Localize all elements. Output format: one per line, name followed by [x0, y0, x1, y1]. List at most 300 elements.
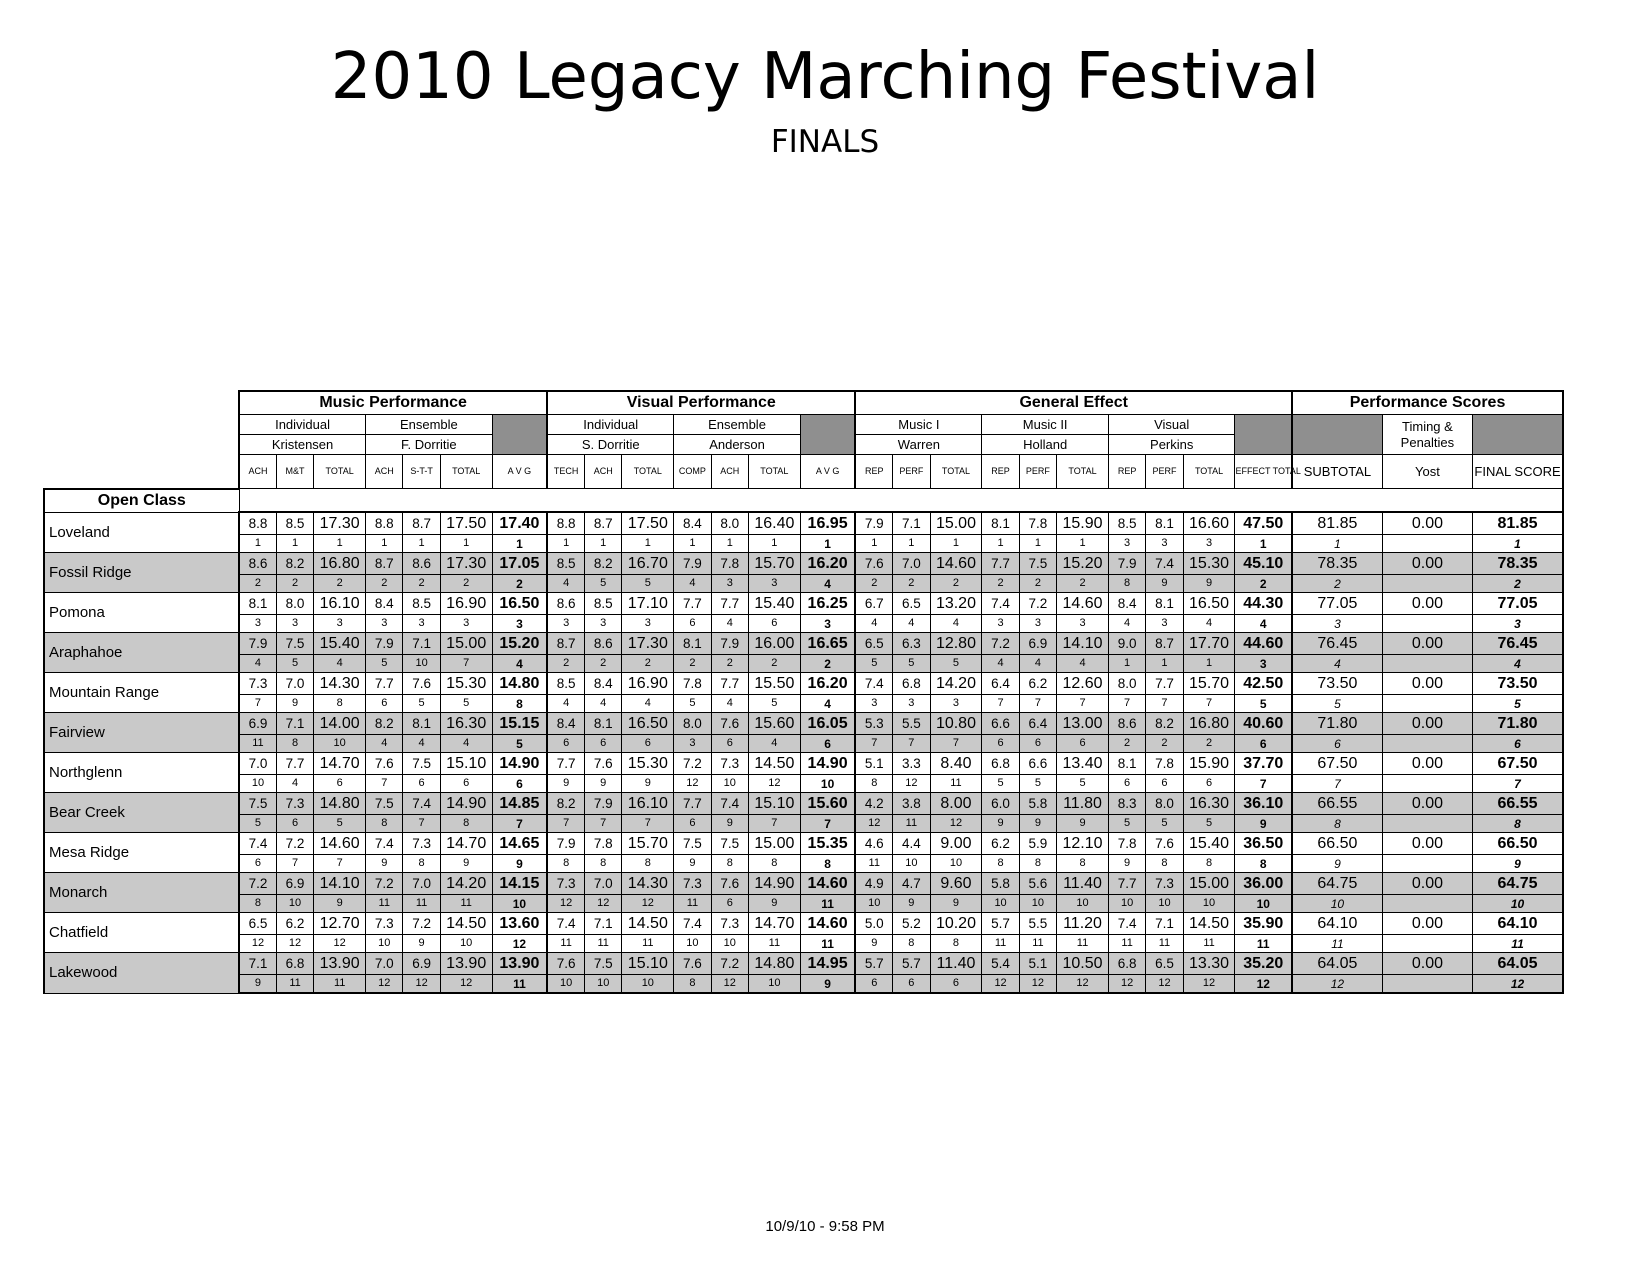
- score-cell: 7.1: [585, 913, 622, 935]
- rank-cell: 12: [748, 775, 800, 793]
- score-cell: 7.7: [1108, 873, 1145, 895]
- rank-cell: 7: [1473, 775, 1563, 793]
- score-cell: 4.4: [893, 833, 930, 855]
- score-cell: 6.9: [403, 953, 440, 975]
- score-cell: 8.0: [1146, 793, 1183, 815]
- score-cell: 14.60: [800, 913, 855, 935]
- rank-cell: 9: [492, 855, 547, 873]
- score-cell: 6.8: [893, 673, 930, 695]
- rank-cell: 4: [674, 575, 711, 593]
- band-name: Lakewood: [44, 953, 239, 994]
- score-cell: 16.80: [314, 553, 366, 575]
- score-cell: 5.7: [982, 913, 1019, 935]
- score-cell: 81.85: [1292, 512, 1382, 535]
- rank-cell: 2: [674, 655, 711, 673]
- rank-cell: [1382, 575, 1472, 593]
- score-cell: 15.60: [748, 713, 800, 735]
- rank-cell: 2: [1108, 735, 1145, 753]
- rank-cell: 9: [1183, 575, 1235, 593]
- score-cell: 7.2: [276, 833, 313, 855]
- score-cell: 7.8: [711, 553, 748, 575]
- rank-cell: 10: [622, 975, 674, 994]
- rank-cell: 12: [492, 935, 547, 953]
- rank-cell: 11: [1019, 935, 1056, 953]
- score-cell: 8.4: [547, 713, 584, 735]
- rank-cell: 7: [1108, 695, 1145, 713]
- score-cell: 8.2: [1146, 713, 1183, 735]
- score-cell: 7.5: [711, 833, 748, 855]
- score-cell: 16.50: [622, 713, 674, 735]
- score-cell: 7.9: [585, 793, 622, 815]
- timing-penalties-label: Timing & Penalties: [1382, 415, 1472, 455]
- score-cell: 40.60: [1235, 713, 1292, 735]
- rank-cell: 6: [276, 815, 313, 833]
- music-avg-header-fill: [492, 415, 547, 455]
- band-rank-row: [44, 655, 1563, 673]
- rank-cell: 12: [314, 935, 366, 953]
- score-cell: 15.35: [800, 833, 855, 855]
- score-cell: 14.90: [492, 753, 547, 775]
- rank-cell: 10: [855, 895, 892, 913]
- band-rank-row: [44, 735, 1563, 753]
- score-cell: 15.15: [492, 713, 547, 735]
- score-cell: 7.3: [674, 873, 711, 895]
- score-cell: 5.9: [1019, 833, 1056, 855]
- score-cell: 8.8: [547, 512, 584, 535]
- score-cell: 15.40: [1183, 833, 1235, 855]
- score-cell: 7.2: [403, 913, 440, 935]
- rank-cell: 7: [1183, 695, 1235, 713]
- score-cell: 5.4: [982, 953, 1019, 975]
- rank-cell: 1: [800, 535, 855, 553]
- score-cell: 7.9: [855, 512, 892, 535]
- score-cell: 0.00: [1382, 593, 1472, 615]
- score-cell: 12.60: [1057, 673, 1109, 695]
- rank-cell: 8: [893, 935, 930, 953]
- score-cell: 16.90: [622, 673, 674, 695]
- rank-cell: 11: [622, 935, 674, 953]
- rank-cell: 1: [622, 535, 674, 553]
- score-cell: 5.0: [855, 913, 892, 935]
- rank-cell: 6: [366, 695, 403, 713]
- rank-cell: 3: [239, 615, 276, 633]
- score-cell: 6.4: [1019, 713, 1056, 735]
- score-cell: 5.1: [855, 753, 892, 775]
- rank-cell: 9: [1108, 855, 1145, 873]
- rank-cell: 11: [314, 975, 366, 994]
- rank-cell: 4: [748, 735, 800, 753]
- score-cell: 8.2: [547, 793, 584, 815]
- score-cell: 11.40: [930, 953, 982, 975]
- rank-cell: [1382, 975, 1472, 994]
- score-cell: 16.05: [800, 713, 855, 735]
- rank-cell: 11: [855, 855, 892, 873]
- score-cell: 15.20: [492, 633, 547, 655]
- rank-cell: 4: [1235, 615, 1292, 633]
- judge-perkins: Perkins: [1108, 435, 1235, 455]
- judge-warren: Warren: [855, 435, 982, 455]
- score-cell: 17.10: [622, 593, 674, 615]
- rank-cell: [1382, 655, 1472, 673]
- rank-cell: 3: [1108, 535, 1145, 553]
- rank-cell: 5: [748, 695, 800, 713]
- rank-cell: [1382, 615, 1472, 633]
- rank-cell: 3: [585, 615, 622, 633]
- rank-cell: 2: [239, 575, 276, 593]
- score-cell: 0.00: [1382, 713, 1472, 735]
- subtotal-header-fill: [1292, 415, 1382, 455]
- rank-cell: 8: [930, 935, 982, 953]
- score-cell: 17.50: [622, 512, 674, 535]
- score-cell: 15.60: [800, 793, 855, 815]
- rank-cell: 10: [403, 655, 440, 673]
- rank-cell: 1: [711, 535, 748, 553]
- rank-cell: 11: [547, 935, 584, 953]
- rank-cell: 4: [1473, 655, 1563, 673]
- judge-anderson: Anderson: [674, 435, 801, 455]
- score-cell: 4.2: [855, 793, 892, 815]
- score-cell: 6.4: [982, 673, 1019, 695]
- score-cell: 37.70: [1235, 753, 1292, 775]
- rank-cell: 3: [492, 615, 547, 633]
- score-cell: 71.80: [1292, 713, 1382, 735]
- caption-ach: ACH: [239, 455, 276, 489]
- score-cell: 7.2: [239, 873, 276, 895]
- caption-perf: PERF: [893, 455, 930, 489]
- rank-cell: 1: [403, 535, 440, 553]
- caption-total: TOTAL: [1183, 455, 1235, 489]
- score-cell: 7.1: [276, 713, 313, 735]
- score-cell: 11.20: [1057, 913, 1109, 935]
- score-cell: 0.00: [1382, 633, 1472, 655]
- caption-ach: ACH: [366, 455, 403, 489]
- rank-cell: 12: [440, 975, 492, 994]
- score-cell: 8.8: [239, 512, 276, 535]
- rank-cell: 11: [1473, 935, 1563, 953]
- score-cell: 7.9: [674, 553, 711, 575]
- score-cell: 17.30: [440, 553, 492, 575]
- score-cell: 7.2: [674, 753, 711, 775]
- band-score-row: [44, 713, 1563, 735]
- score-cell: 7.8: [1019, 512, 1056, 535]
- score-cell: 16.25: [800, 593, 855, 615]
- score-cell: 8.6: [403, 553, 440, 575]
- rank-cell: 4: [547, 575, 584, 593]
- score-cell: 15.40: [314, 633, 366, 655]
- rank-cell: 4: [622, 695, 674, 713]
- score-cell: 7.8: [1146, 753, 1183, 775]
- rank-cell: 8: [674, 975, 711, 994]
- rank-cell: 3: [314, 615, 366, 633]
- rank-cell: 1: [930, 535, 982, 553]
- rank-cell: 10: [1146, 895, 1183, 913]
- score-cell: 8.2: [276, 553, 313, 575]
- score-cell: 14.30: [314, 673, 366, 695]
- caption-s-t-t: S-T-T: [403, 455, 440, 489]
- rank-cell: 6: [440, 775, 492, 793]
- score-cell: 16.50: [1183, 593, 1235, 615]
- rank-cell: 5: [1292, 695, 1382, 713]
- rank-cell: 12: [1292, 975, 1382, 994]
- score-cell: 11.40: [1057, 873, 1109, 895]
- rank-cell: 6: [585, 735, 622, 753]
- rank-cell: 1: [674, 535, 711, 553]
- score-cell: 8.0: [1108, 673, 1145, 695]
- score-cell: 0.00: [1382, 913, 1472, 935]
- group-general-effect: General Effect: [855, 391, 1292, 415]
- score-cell: 6.6: [982, 713, 1019, 735]
- rank-cell: 2: [748, 655, 800, 673]
- rank-cell: 6: [1292, 735, 1382, 753]
- score-cell: 7.4: [403, 793, 440, 815]
- rank-cell: 11: [893, 815, 930, 833]
- rank-cell: 7: [1146, 695, 1183, 713]
- score-cell: 7.5: [585, 953, 622, 975]
- page-title: 2010 Legacy Marching Festival: [330, 40, 1320, 114]
- score-cell: 7.3: [547, 873, 584, 895]
- score-cell: 9.60: [930, 873, 982, 895]
- rank-cell: 8: [366, 815, 403, 833]
- rank-cell: 2: [440, 575, 492, 593]
- score-cell: 8.0: [711, 512, 748, 535]
- band-rank-row: [44, 935, 1563, 953]
- rank-cell: 3: [982, 615, 1019, 633]
- score-cell: 14.10: [1057, 633, 1109, 655]
- band-score-row: [44, 873, 1563, 895]
- score-cell: 64.10: [1473, 913, 1563, 935]
- rank-cell: 10: [1019, 895, 1056, 913]
- score-cell: 16.20: [800, 553, 855, 575]
- score-cell: 17.50: [440, 512, 492, 535]
- score-cell: 8.8: [366, 512, 403, 535]
- score-cell: 15.50: [748, 673, 800, 695]
- score-cell: 7.5: [276, 633, 313, 655]
- rank-cell: 11: [1057, 935, 1109, 953]
- score-cell: 7.5: [403, 753, 440, 775]
- rank-cell: 9: [1019, 815, 1056, 833]
- rank-cell: 4: [711, 695, 748, 713]
- rank-cell: 7: [585, 815, 622, 833]
- score-cell: 8.5: [1108, 512, 1145, 535]
- score-cell: 14.65: [492, 833, 547, 855]
- score-cell: 13.30: [1183, 953, 1235, 975]
- score-cell: 8.1: [982, 512, 1019, 535]
- rank-cell: 8: [1235, 855, 1292, 873]
- rank-cell: 8: [711, 855, 748, 873]
- score-cell: 6.9: [276, 873, 313, 895]
- score-cell: 15.20: [1057, 553, 1109, 575]
- rank-cell: 8: [1108, 575, 1145, 593]
- score-cell: 7.5: [239, 793, 276, 815]
- rank-cell: 7: [440, 655, 492, 673]
- score-cell: 7.6: [674, 953, 711, 975]
- rank-cell: 1: [1235, 535, 1292, 553]
- rank-cell: 8: [1183, 855, 1235, 873]
- rank-cell: 8: [440, 815, 492, 833]
- score-cell: 0.00: [1382, 512, 1472, 535]
- score-cell: 17.05: [492, 553, 547, 575]
- score-cell: 7.6: [711, 713, 748, 735]
- rank-cell: 4: [1183, 615, 1235, 633]
- score-cell: 66.50: [1292, 833, 1382, 855]
- rank-cell: [1382, 735, 1472, 753]
- score-cell: 8.6: [239, 553, 276, 575]
- rank-cell: 11: [800, 895, 855, 913]
- score-cell: 14.15: [492, 873, 547, 895]
- score-cell: 6.3: [893, 633, 930, 655]
- music-ensemble-label: Ensemble: [366, 415, 493, 435]
- rank-cell: 4: [1292, 655, 1382, 673]
- score-cell: 7.1: [403, 633, 440, 655]
- rank-cell: 3: [1235, 655, 1292, 673]
- band-score-row: [44, 953, 1563, 975]
- score-cell: 77.05: [1473, 593, 1563, 615]
- band-score-row: [44, 753, 1563, 775]
- rank-cell: 3: [366, 615, 403, 633]
- score-cell: 36.50: [1235, 833, 1292, 855]
- rank-cell: 10: [1057, 895, 1109, 913]
- rank-cell: 10: [711, 935, 748, 953]
- rank-cell: 5: [982, 775, 1019, 793]
- judge-holland: Holland: [982, 435, 1109, 455]
- rank-cell: 6: [492, 775, 547, 793]
- score-cell: 15.10: [440, 753, 492, 775]
- rank-cell: 1: [1473, 535, 1563, 553]
- rank-cell: 2: [1183, 735, 1235, 753]
- score-cell: 8.1: [674, 633, 711, 655]
- rank-cell: 12: [1235, 975, 1292, 994]
- score-cell: 9.0: [1108, 633, 1145, 655]
- visual-avg-header-fill: [800, 415, 855, 455]
- rank-cell: 1: [982, 535, 1019, 553]
- score-cell: 14.70: [748, 913, 800, 935]
- rank-cell: 11: [982, 935, 1019, 953]
- caption-a-v-g: A V G: [800, 455, 855, 489]
- score-cell: 64.75: [1292, 873, 1382, 895]
- rank-cell: 10: [239, 775, 276, 793]
- rank-cell: 4: [547, 695, 584, 713]
- rank-cell: 2: [585, 655, 622, 673]
- score-cell: 14.95: [800, 953, 855, 975]
- rank-cell: 7: [239, 695, 276, 713]
- rank-cell: 9: [239, 975, 276, 994]
- rank-cell: 8: [239, 895, 276, 913]
- score-cell: 7.4: [982, 593, 1019, 615]
- score-cell: 8.1: [1108, 753, 1145, 775]
- score-cell: 7.6: [366, 753, 403, 775]
- rank-cell: 1: [585, 535, 622, 553]
- score-cell: 8.6: [585, 633, 622, 655]
- score-cell: 15.70: [748, 553, 800, 575]
- score-cell: 67.50: [1292, 753, 1382, 775]
- score-cell: 0.00: [1382, 793, 1472, 815]
- rank-cell: 4: [366, 735, 403, 753]
- band-rank-row: [44, 535, 1563, 553]
- rank-cell: 7: [982, 695, 1019, 713]
- footer-timestamp: 10/9/10 - 9:58 PM: [765, 1218, 885, 1235]
- rank-cell: 9: [1292, 855, 1382, 873]
- rank-cell: 6: [403, 775, 440, 793]
- rank-cell: 10: [982, 895, 1019, 913]
- score-cell: 5.5: [1019, 913, 1056, 935]
- score-cell: 14.10: [314, 873, 366, 895]
- score-cell: 14.00: [314, 713, 366, 735]
- rank-cell: 10: [1183, 895, 1235, 913]
- score-cell: 16.80: [1183, 713, 1235, 735]
- score-cell: 66.50: [1473, 833, 1563, 855]
- rank-cell: 7: [622, 815, 674, 833]
- rank-cell: 6: [547, 735, 584, 753]
- score-cell: 73.50: [1473, 673, 1563, 695]
- rank-cell: 1: [366, 535, 403, 553]
- rank-cell: 11: [930, 775, 982, 793]
- rank-cell: 4: [893, 615, 930, 633]
- rank-cell: 5: [585, 575, 622, 593]
- rank-cell: [1382, 895, 1472, 913]
- score-cell: 64.10: [1292, 913, 1382, 935]
- rank-cell: 2: [622, 655, 674, 673]
- score-cell: 7.6: [711, 873, 748, 895]
- score-cell: 14.50: [440, 913, 492, 935]
- band-name: Bear Creek: [44, 793, 239, 833]
- score-cell: 7.3: [276, 793, 313, 815]
- score-cell: 73.50: [1292, 673, 1382, 695]
- score-cell: 17.30: [314, 512, 366, 535]
- score-cell: 8.3: [1108, 793, 1145, 815]
- band-rank-row: [44, 615, 1563, 633]
- final-header-fill: [1473, 415, 1563, 455]
- rank-cell: 9: [547, 775, 584, 793]
- rank-cell: [1382, 775, 1472, 793]
- rank-cell: 3: [547, 615, 584, 633]
- score-cell: 7.7: [711, 593, 748, 615]
- score-cell: 6.8: [982, 753, 1019, 775]
- page-subtitle: FINALS: [770, 124, 880, 160]
- rank-cell: 7: [492, 815, 547, 833]
- rank-cell: 2: [1292, 575, 1382, 593]
- score-cell: 5.3: [855, 713, 892, 735]
- rank-cell: 3: [711, 575, 748, 593]
- score-cell: 8.7: [366, 553, 403, 575]
- rank-cell: 5: [1146, 815, 1183, 833]
- rank-cell: 8: [1473, 815, 1563, 833]
- score-cell: 12.10: [1057, 833, 1109, 855]
- rank-cell: 10: [711, 775, 748, 793]
- score-cell: 14.70: [314, 753, 366, 775]
- band-name: Monarch: [44, 873, 239, 913]
- score-cell: 36.00: [1235, 873, 1292, 895]
- rank-cell: 6: [239, 855, 276, 873]
- rank-cell: 6: [711, 735, 748, 753]
- rank-cell: 6: [800, 735, 855, 753]
- rank-cell: 4: [276, 775, 313, 793]
- band-name: Fairview: [44, 713, 239, 753]
- rank-cell: 3: [930, 695, 982, 713]
- rank-cell: 12: [1146, 975, 1183, 994]
- rank-cell: 6: [314, 775, 366, 793]
- rank-cell: 8: [855, 775, 892, 793]
- score-cell: 13.90: [440, 953, 492, 975]
- score-cell: 13.90: [492, 953, 547, 975]
- rank-cell: 9: [930, 895, 982, 913]
- rank-cell: 6: [893, 975, 930, 994]
- rank-cell: 4: [314, 655, 366, 673]
- rank-cell: 4: [1019, 655, 1056, 673]
- rank-cell: 3: [1473, 615, 1563, 633]
- score-cell: 15.00: [930, 512, 982, 535]
- score-cell: 14.90: [748, 873, 800, 895]
- rank-cell: 9: [711, 815, 748, 833]
